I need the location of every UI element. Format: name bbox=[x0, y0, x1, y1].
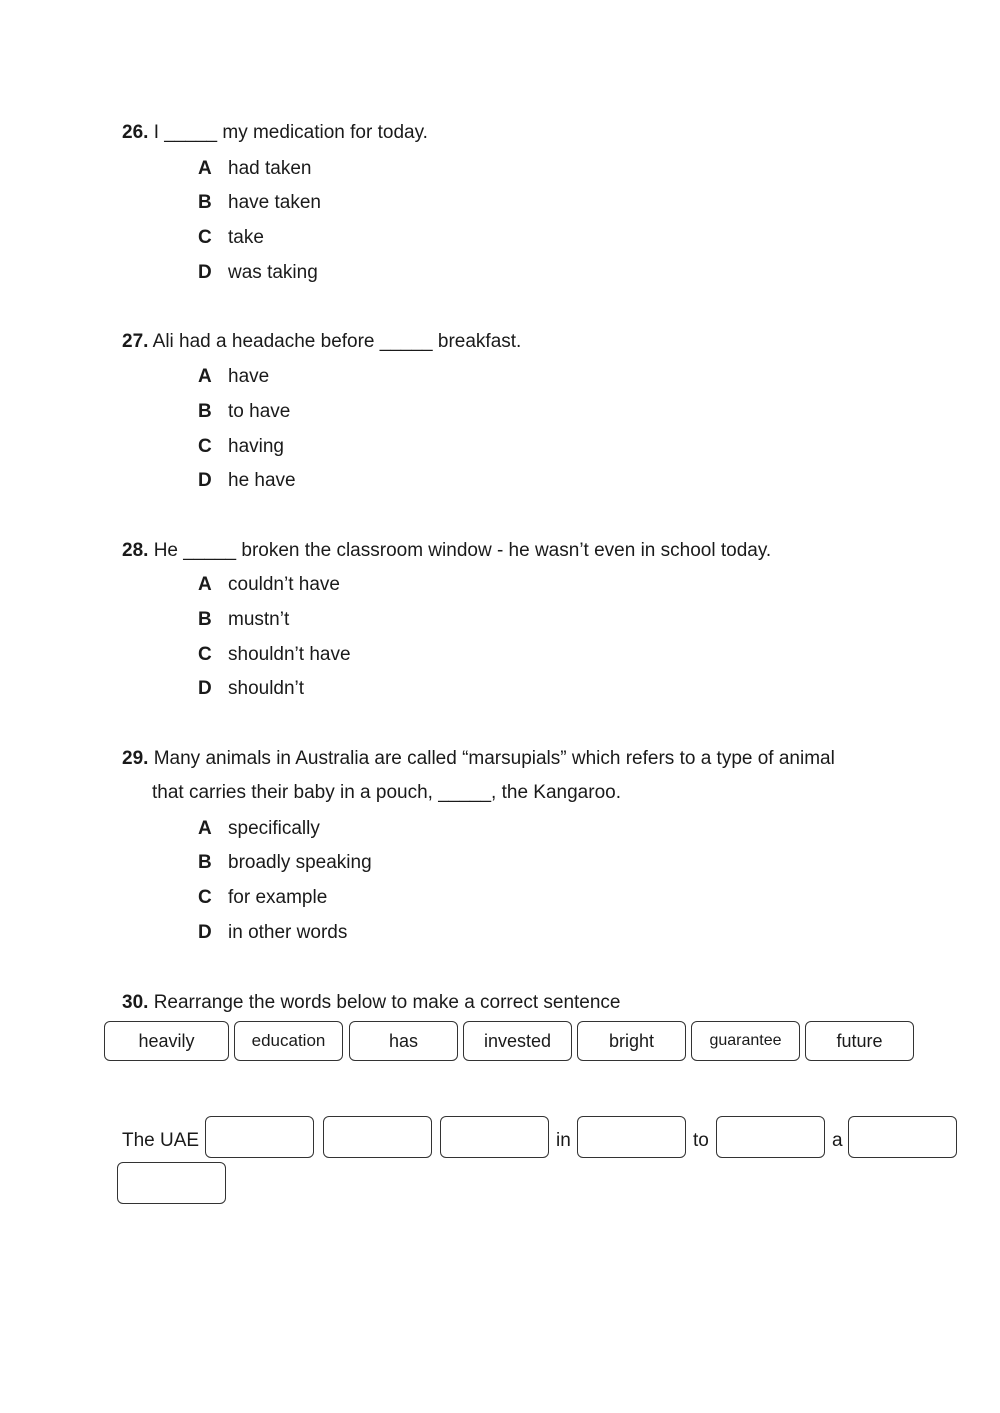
question-text-continued: that carries their baby in a pouch, _____, the Kangaroo. bbox=[152, 782, 621, 803]
question-text: Rearrange the words below to make a correct sentence bbox=[153, 992, 621, 1013]
option-letter: A bbox=[198, 574, 212, 595]
option-29-d[interactable] bbox=[198, 921, 347, 945]
option-26-a[interactable] bbox=[198, 157, 311, 181]
drop-slot-3[interactable] bbox=[440, 1116, 549, 1158]
question-number: 29. bbox=[122, 748, 149, 769]
option-28-b[interactable] bbox=[198, 608, 289, 632]
option-28-a[interactable] bbox=[198, 573, 340, 597]
word-tile-heavily[interactable]: heavily bbox=[104, 1021, 229, 1061]
word-tile-has[interactable]: has bbox=[349, 1021, 458, 1061]
option-text: have taken bbox=[228, 192, 321, 213]
option-text: having bbox=[228, 436, 284, 457]
drop-slot-5[interactable] bbox=[716, 1116, 825, 1158]
option-letter: B bbox=[198, 852, 212, 873]
word-tile-bright[interactable]: bright bbox=[577, 1021, 686, 1061]
word-tile-future[interactable]: future bbox=[805, 1021, 914, 1061]
option-text: to have bbox=[228, 401, 291, 422]
option-28-c[interactable] bbox=[198, 643, 351, 667]
question-number: 26. bbox=[122, 122, 149, 143]
option-text: shouldn’t have bbox=[228, 644, 351, 665]
question-text: Ali had a headache before _____ breakfast. bbox=[152, 331, 522, 352]
option-text: shouldn’t bbox=[228, 678, 305, 699]
option-letter: B bbox=[198, 192, 212, 213]
option-text: was taking bbox=[228, 262, 318, 283]
question-26 bbox=[122, 121, 428, 145]
question-29 bbox=[122, 747, 835, 803]
drop-slot-7[interactable] bbox=[117, 1162, 226, 1204]
option-27-a[interactable] bbox=[198, 365, 269, 389]
option-letter: D bbox=[198, 470, 212, 491]
option-text: broadly speaking bbox=[228, 852, 372, 873]
option-letter: D bbox=[198, 262, 212, 283]
question-28 bbox=[122, 539, 771, 563]
sentence-word-in: in bbox=[556, 1130, 571, 1151]
drop-slot-4[interactable] bbox=[577, 1116, 686, 1158]
option-letter: C bbox=[198, 644, 212, 665]
option-letter: D bbox=[198, 922, 212, 943]
word-tile-guarantee[interactable]: guarantee bbox=[691, 1021, 800, 1061]
sentence-start: The UAE bbox=[122, 1130, 200, 1151]
option-26-d[interactable] bbox=[198, 261, 318, 285]
option-text: for example bbox=[228, 887, 328, 908]
option-28-d[interactable] bbox=[198, 677, 304, 701]
option-text: couldn’t have bbox=[228, 574, 340, 595]
question-27 bbox=[122, 330, 521, 354]
question-text: I _____ my medication for today. bbox=[153, 122, 428, 143]
question-text: Many animals in Australia are called “marsupials” which refers to a type of animal bbox=[153, 748, 835, 769]
option-letter: D bbox=[198, 678, 212, 699]
option-text: have bbox=[228, 366, 270, 387]
question-text: He _____ broken the classroom window - he wasn’t even in school today. bbox=[153, 540, 772, 561]
option-letter: B bbox=[198, 609, 212, 630]
option-letter: C bbox=[198, 887, 212, 908]
option-27-b[interactable] bbox=[198, 400, 290, 424]
option-text: in other words bbox=[228, 922, 348, 943]
option-text: specifically bbox=[228, 818, 320, 839]
sentence-word-a: a bbox=[832, 1130, 843, 1151]
option-letter: A bbox=[198, 366, 212, 387]
drop-slot-6[interactable] bbox=[848, 1116, 957, 1158]
option-29-b[interactable] bbox=[198, 851, 372, 875]
option-27-c[interactable] bbox=[198, 435, 284, 459]
option-letter: A bbox=[198, 818, 212, 839]
question-number: 28. bbox=[122, 540, 149, 561]
option-letter: C bbox=[198, 436, 212, 457]
option-29-c[interactable] bbox=[198, 886, 327, 910]
option-letter: C bbox=[198, 227, 212, 248]
option-27-d[interactable] bbox=[198, 469, 296, 493]
question-number: 30. bbox=[122, 992, 149, 1013]
option-text: mustn’t bbox=[228, 609, 290, 630]
option-26-c[interactable] bbox=[198, 226, 264, 250]
drop-slot-1[interactable] bbox=[205, 1116, 314, 1158]
word-tile-invested[interactable]: invested bbox=[463, 1021, 572, 1061]
option-text: take bbox=[228, 227, 264, 248]
question-30 bbox=[122, 991, 621, 1015]
option-26-b[interactable] bbox=[198, 191, 321, 215]
option-text: had taken bbox=[228, 158, 312, 179]
sentence-word-to: to bbox=[693, 1130, 709, 1151]
drop-slot-2[interactable] bbox=[323, 1116, 432, 1158]
option-29-a[interactable] bbox=[198, 817, 320, 841]
option-letter: B bbox=[198, 401, 212, 422]
option-letter: A bbox=[198, 158, 212, 179]
question-number: 27. bbox=[122, 331, 149, 352]
word-tile-education[interactable]: education bbox=[234, 1021, 343, 1061]
option-text: he have bbox=[228, 470, 296, 491]
